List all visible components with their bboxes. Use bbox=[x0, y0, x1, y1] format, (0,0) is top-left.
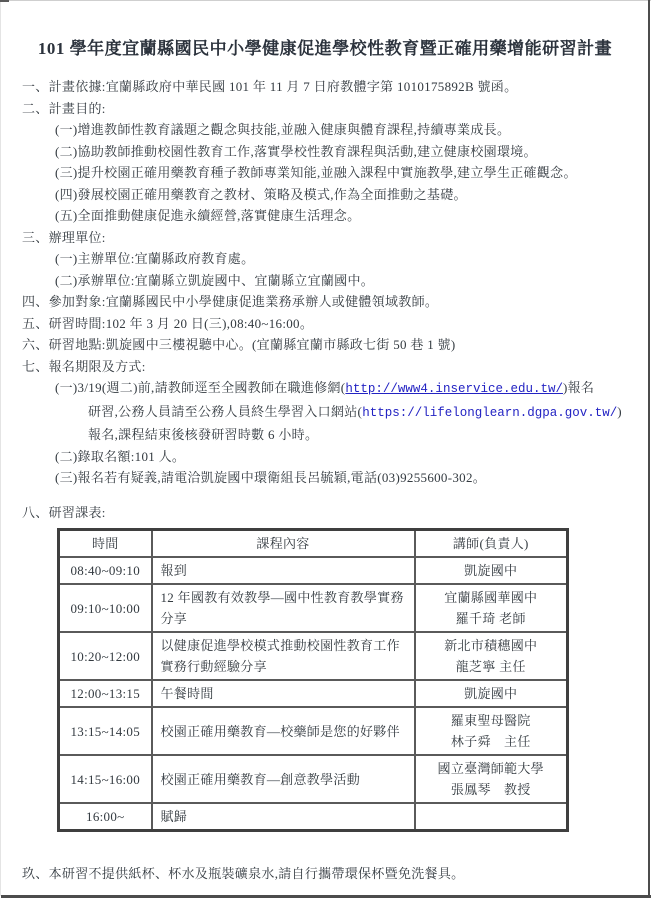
line-signup-method-a bbox=[22, 377, 628, 401]
line-signup-method-c: 報名,課程結束後核發研習時數 6 小時。 bbox=[88, 427, 319, 442]
column-header-content: 課程內容 bbox=[152, 530, 415, 558]
line-signup-quota: (二)錄取名額:101 人。 bbox=[55, 448, 186, 464]
line-signup-method-b bbox=[22, 401, 628, 425]
lecturer-line-1: 凱旋國中 bbox=[464, 686, 518, 701]
lecturer-line-2: 張鳳琴 教授 bbox=[450, 782, 531, 797]
lecturer-line-2: 羅千琦 老師 bbox=[455, 611, 526, 626]
table-row bbox=[59, 707, 568, 755]
table-row bbox=[59, 557, 568, 584]
signup-text-segment-3: 研習,公務人員請至公務人員終生學習入口網站( bbox=[88, 403, 363, 419]
line-goal-2: (二)協助教師推動校園性教育工作,落實學校性教育課程與活動,建立健康校園環境。 bbox=[55, 143, 537, 159]
line-goal-3: (三)提升校園正確用藥教育種子教師專業知能,並融入課程中實施教學,建立學生正確觀念。 bbox=[55, 165, 577, 180]
lifelonglearn-website-link[interactable]: https://lifelonglearn.dgpa.gov.tw/ bbox=[362, 405, 618, 420]
cell-lecturer bbox=[415, 755, 568, 803]
lecturer-line-1: 凱旋國中 bbox=[464, 563, 518, 578]
cell-time: 12:00~13:15 bbox=[59, 680, 152, 707]
table-row bbox=[59, 584, 568, 632]
schedule-table bbox=[57, 528, 569, 832]
table-row bbox=[59, 680, 568, 707]
page-edge-top bbox=[0, 0, 651, 1]
cell-time: 10:20~12:00 bbox=[59, 632, 152, 680]
cell-lecturer bbox=[415, 803, 568, 831]
line-organizer-undertaker: (二)承辦單位:宜蘭縣立凱旋國中、宜蘭縣立宜蘭國中。 bbox=[55, 272, 375, 288]
lecturer-line-2: 林子舜 主任 bbox=[450, 734, 531, 749]
document-content bbox=[22, 28, 628, 885]
cell-content: 以健康促進學校模式推動校園性教育工作實務行動經驗分享 bbox=[152, 632, 415, 680]
line-signup-header: 七、報名期限及方式: bbox=[22, 358, 146, 374]
cell-time: 14:15~16:00 bbox=[59, 755, 152, 803]
signup-text-segment-2: )報名 bbox=[562, 380, 595, 395]
page-title: 101 學年度宜蘭縣國民中小學健康促進學校性教育暨正確用藥增能研習計畫 bbox=[37, 39, 613, 58]
lecturer-line-2: 龍芝寧 主任 bbox=[455, 659, 526, 674]
cell-lecturer bbox=[415, 707, 568, 755]
cell-lecturer bbox=[415, 584, 568, 632]
cell-lecturer bbox=[415, 632, 568, 680]
lecturer-line-1: 國立臺灣師範大學 bbox=[437, 761, 544, 776]
line-goal-1: (一)增進教師性教育議題之觀念與技能,並融入健康與體育課程,持續專業成長。 bbox=[55, 122, 511, 137]
page-edge-left bbox=[0, 0, 1, 896]
schedule-header-row bbox=[59, 530, 568, 558]
column-header-lecturer: 講師(負責人) bbox=[415, 530, 568, 558]
line-participants: 四、參加對象:宜蘭縣國民中小學健康促進業務承辦人或健體領域教師。 bbox=[22, 294, 439, 309]
lecturer-line-1: 宜蘭縣國華國中 bbox=[444, 590, 538, 605]
cell-content: 校園正確用藥教育—校藥師是您的好夥伴 bbox=[152, 707, 415, 755]
cell-content: 午餐時間 bbox=[152, 680, 415, 707]
page-edge-right bbox=[648, 0, 650, 897]
cell-time: 08:40~09:10 bbox=[59, 557, 152, 584]
scan-artifact-mark bbox=[0, 0, 9, 2]
lecturer-line-1: 新北市積穗國中 bbox=[444, 638, 538, 653]
line-schedule-header: 八、研習課表: bbox=[22, 504, 106, 520]
cell-content: 賦歸 bbox=[152, 803, 415, 831]
cell-content: 報到 bbox=[152, 557, 415, 584]
line-goal-4: (四)發展校園正確用藥教育之教材、策略及模式,作為全面推動之基礎。 bbox=[55, 186, 467, 202]
lecturer-line-1: 羅東聖母醫院 bbox=[450, 713, 531, 728]
cell-lecturer bbox=[415, 557, 568, 584]
inservice-website-link[interactable]: http://www4.inservice.edu.tw/ bbox=[345, 382, 563, 396]
line-plan-basis: 一、計畫依據:宜蘭縣政府中華民國 101 年 11 月 7 日府教體字第 1010175892B 號函。 bbox=[22, 79, 518, 94]
cell-time: 13:15~14:05 bbox=[59, 707, 152, 755]
line-purpose-header: 二、計畫目的: bbox=[22, 100, 106, 116]
line-workshop-time: 五、研習時間:102 年 3 月 20 日(三),08:40~16:00。 bbox=[22, 315, 314, 331]
line-organizer-host: (一)主辦單位:宜蘭縣政府教育處。 bbox=[55, 251, 255, 266]
line-footer-note: 玖、本研習不提供紙杯、杯水及瓶裝礦泉水,請自行攜帶環保杯暨免洗餐具。 bbox=[22, 866, 465, 881]
cell-lecturer bbox=[415, 680, 568, 707]
line-workshop-location: 六、研習地點:凱旋國中三樓視聽中心。(宜蘭縣宜蘭市縣政七街 50 巷 1 號) bbox=[22, 337, 456, 352]
cell-time: 09:10~10:00 bbox=[59, 584, 152, 632]
table-row bbox=[59, 632, 568, 680]
table-row bbox=[59, 803, 568, 831]
column-header-time: 時間 bbox=[59, 530, 152, 558]
table-row bbox=[59, 755, 568, 803]
line-organizer-header: 三、辦理單位: bbox=[22, 229, 106, 245]
cell-content: 校園正確用藥教育—創意教學活動 bbox=[152, 755, 415, 803]
cell-time: 16:00~ bbox=[59, 803, 152, 831]
signup-text-segment-1: (一)3/19(週二)前,請教師逕至全國教師在職進修網( bbox=[55, 380, 346, 395]
page-edge-bottom bbox=[1, 895, 651, 898]
cell-content: 12 年國教有效教學—國中性教育教學實務分享 bbox=[152, 584, 415, 632]
signup-text-segment-4: ) bbox=[617, 403, 622, 419]
line-goal-5: (五)全面推動健康促進永續經營,落實健康生活理念。 bbox=[55, 208, 361, 223]
line-signup-contact: (三)報名若有疑義,請電洽凱旋國中環衛組長呂毓穎,電話(03)9255600-302。 bbox=[55, 470, 487, 485]
